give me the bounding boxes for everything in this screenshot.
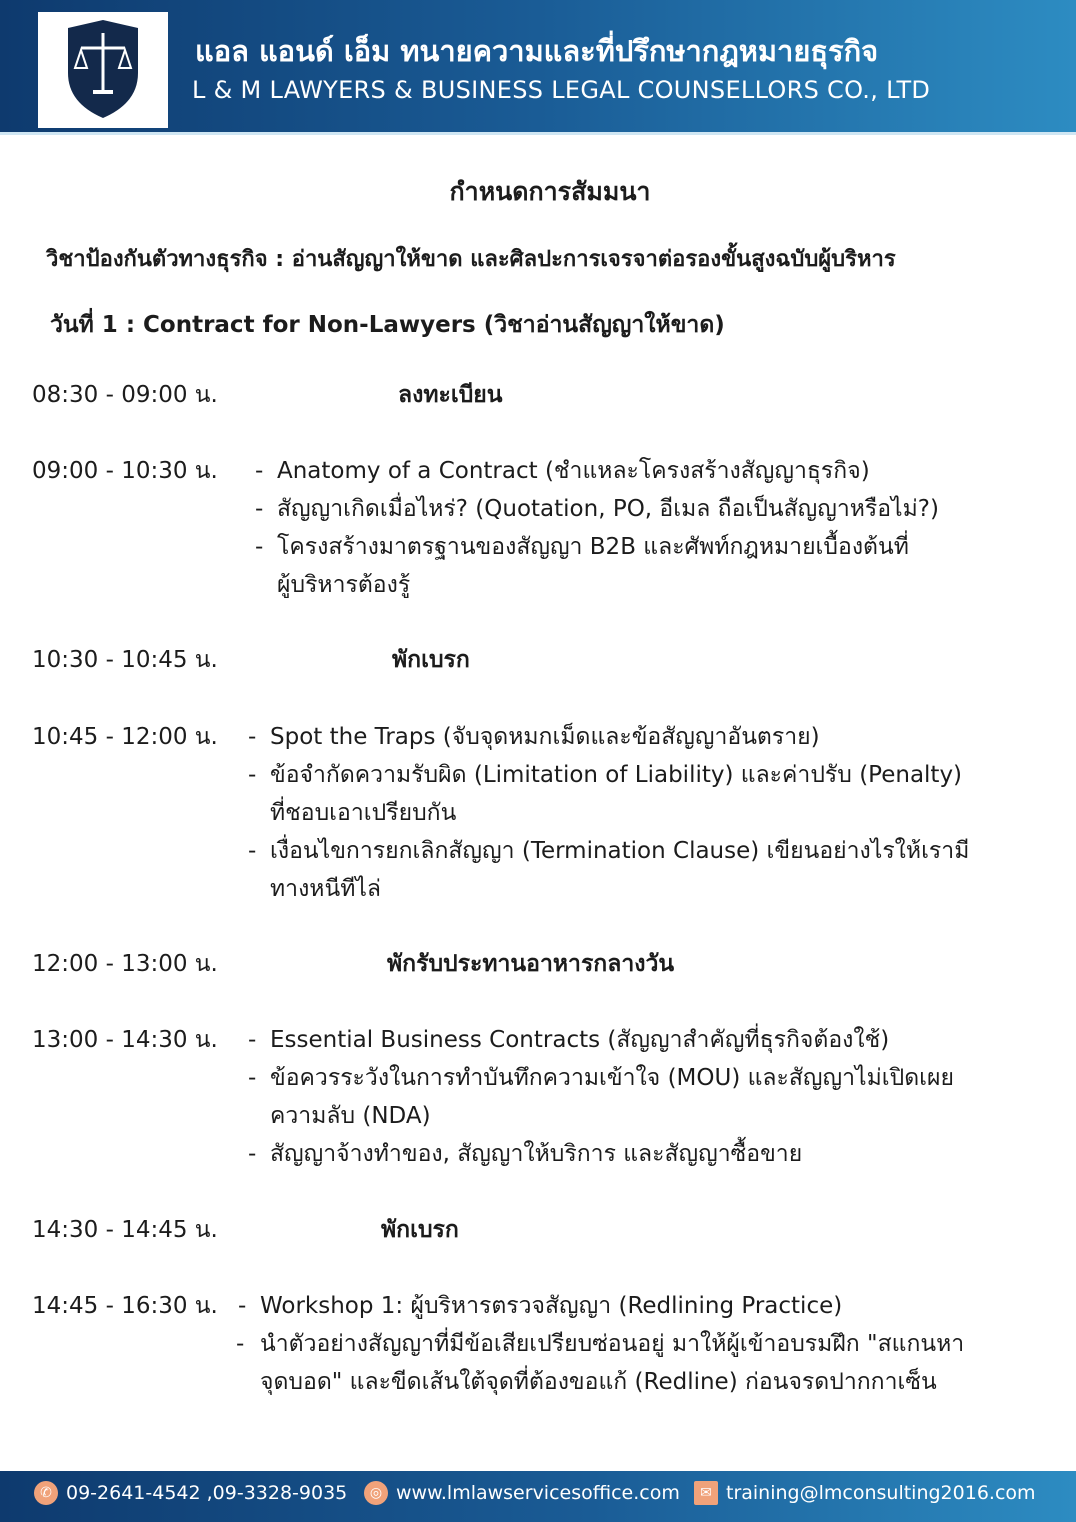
footer-website[interactable] [364,1481,680,1505]
schedule-label: พักเบรก [381,1217,459,1243]
schedule-item: เงื่อนไขการยกเลิกสัญญา (Termination Clause) เขียนอย่างไรให้เรามี [270,838,970,864]
schedule-item: โครงสร้างมาตรฐานของสัญญา B2B และศัพท์กฎหมายเบื้องต้นที่ [277,534,909,560]
header [0,0,1076,135]
schedule-items: - - - Anatomy of a Contract (ชำแหละโครงสร้างสัญญาธุรกิจ) สัญญาเกิดเมื่อไหร่? (Quotation, PO, อีเมล ถือเป็นสัญญาหรือไม่?) โครงสร้างมาตรฐานของสัญญา B2B และศัพท์กฎหมายเบื้องต้นที่ ผู้บริหารต้องรู้ [255,452,939,604]
globe-icon: ◎ [364,1481,388,1505]
schedule-time: 14:45 - 16:30 น. [32,1293,218,1319]
footer-phone [34,1481,347,1505]
company-logo [38,12,168,128]
schedule-item: ผู้บริหารต้องรู้ [277,572,411,598]
schedule-time: 10:45 - 12:00 น. [32,724,218,750]
schedule-label: พักรับประทานอาหารกลางวัน [387,951,675,977]
schedule-time: 09:00 - 10:30 น. [32,458,218,484]
schedule-item: จุดบอด" และขีดเส้นใต้จุดที่ต้องขอแก้ (Redline) ก่อนจรดปากกาเซ็น [260,1369,937,1395]
schedule-item: ข้อจำกัดความรับผิด (Limitation of Liability) และค่าปรับ (Penalty) [270,762,963,788]
company-name-en: L & M LAWYERS & BUSINESS LEGAL COUNSELLORS CO., LTD [192,76,931,104]
schedule-item: สัญญาเกิดเมื่อไหร่? (Quotation, PO, อีเมล ถือเป็นสัญญาหรือไม่?) [277,496,939,522]
schedule-item: Essential Business Contracts (สัญญาสำคัญที่ธุรกิจต้องใช้) [270,1027,890,1053]
schedule-item: นำตัวอย่างสัญญาที่มีข้อเสียเปรียบซ่อนอยู่ มาให้ผู้เข้าอบรมฝึก "สแกนหา [260,1331,965,1357]
email-link[interactable]: training@lmconsulting2016.com [726,1482,1036,1504]
document-title: กำหนดการสัมมนา [449,177,651,206]
schedule-item: ทางหนีทีไล่ [270,876,382,902]
company-name-th: แอล แอนด์ เอ็ม ทนายความและที่ปรึกษากฎหมายธุรกิจ [195,34,879,68]
schedule-item: Anatomy of a Contract (ชำแหละโครงสร้างสัญญาธุรกิจ) [277,458,870,484]
schedule-time: 13:00 - 14:30 น. [32,1027,218,1053]
schedule-items: - - - Spot the Traps (จับจุดหมกเม็ดและข้อสัญญาอันตราย) ข้อจำกัดความรับผิด (Limitation of Liability) และค่าปรับ (Penalty) ที่ชอบเอาเปรียบกัน เงื่อนไขการยกเลิกสัญญา (Termination Clause) เขียนอย่างไรให้เรามี ทางหนีทีไล่ [248,718,969,908]
footer-email[interactable] [694,1481,1036,1505]
website-link[interactable]: www.lmlawservicesoffice.com [396,1482,680,1504]
schedule-label: ลงทะเบียน [398,382,503,408]
footer [0,1471,1076,1522]
scales-shield-icon [53,18,153,123]
schedule-time: 12:00 - 13:00 น. [32,951,218,977]
schedule-time: 10:30 - 10:45 น. [32,647,218,673]
course-subtitle: วิชาป้องกันตัวทางธุรกิจ : อ่านสัญญาให้ขาด และศิลปะการเจรจาต่อรองขั้นสูงฉบับผู้บริหาร [46,247,896,272]
schedule-items: - - Workshop 1: ผู้บริหารตรวจสัญญา (Redlining Practice) นำตัวอย่างสัญญาที่มีข้อเสียเปรียบซ่อนอยู่ มาให้ผู้เข้าอบรมฝึก "สแกนหา จุดบอด" และขีดเส้นใต้จุดที่ต้องขอแก้ (Redline) ก่อนจรดปากกาเซ็น [238,1287,964,1401]
schedule-item: สัญญาจ้างทำของ, สัญญาให้บริการ และสัญญาซื้อขาย [270,1141,803,1167]
schedule-item: ความลับ (NDA) [270,1103,431,1129]
schedule-time: 08:30 - 09:00 น. [32,382,218,408]
day-heading: วันที่ 1 : Contract for Non-Lawyers (วิชาอ่านสัญญาให้ขาด) [50,312,725,338]
phone-icon: ✆ [34,1481,58,1505]
envelope-icon: ✉ [694,1481,718,1505]
phone-text: 09-2641-4542 ,09-3328-9035 [66,1482,348,1504]
schedule-item: ที่ชอบเอาเปรียบกัน [270,800,457,826]
schedule-label: พักเบรก [392,647,470,673]
schedule-items: - - - Essential Business Contracts (สัญญาสำคัญที่ธุรกิจต้องใช้) ข้อควรระวังในการทำบันทึกความเข้าใจ (MOU) และสัญญาไม่เปิดเผย ความลับ (NDA) สัญญาจ้างทำของ, สัญญาให้บริการ และสัญญาซื้อขาย [248,1021,954,1173]
schedule-item: ข้อควรระวังในการทำบันทึกความเข้าใจ (MOU) และสัญญาไม่เปิดเผย [270,1065,954,1091]
schedule-item: Workshop 1: ผู้บริหารตรวจสัญญา (Redlining Practice) [260,1293,843,1319]
schedule-item: Spot the Traps (จับจุดหมกเม็ดและข้อสัญญาอันตราย) [270,724,820,750]
schedule-time: 14:30 - 14:45 น. [32,1217,218,1243]
